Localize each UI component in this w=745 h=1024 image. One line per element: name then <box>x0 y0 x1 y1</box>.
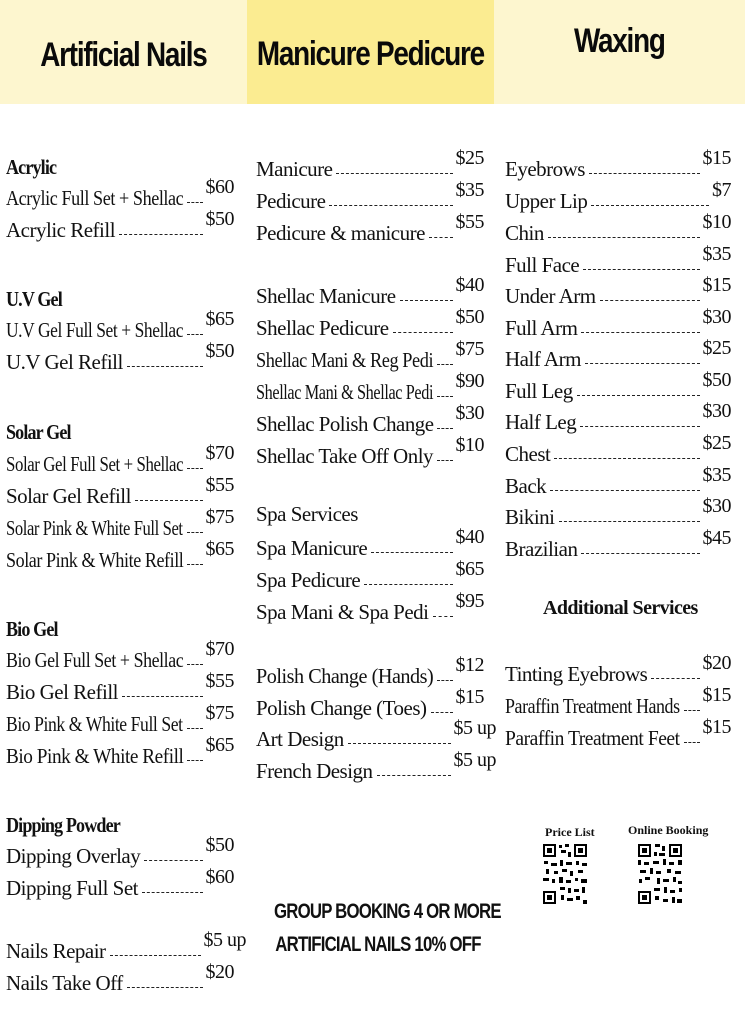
price-row: Nails Take Off $20 <box>6 961 234 995</box>
price-row: Chest $25 <box>505 432 731 466</box>
price-row: Shellac Pedicure $50 <box>256 306 484 340</box>
qr-label-online-booking: Online Booking <box>628 823 709 837</box>
price-row: Eyebrows $15 <box>505 147 731 181</box>
price-row: Pedicure & manicure $55 <box>256 211 484 245</box>
price-row: Bio Pink & White Full Set $75 <box>6 702 234 736</box>
price-row: U.V Gel Full Set + Shellac $65 <box>6 308 234 342</box>
price-row: Paraffin Treatment Feet $15 <box>505 716 731 750</box>
price-row: Paraffin Treatment Hands $15 <box>505 684 731 718</box>
price-row: Solar Pink & White Full Set $75 <box>6 506 234 540</box>
price-row: Half Arm $25 <box>505 337 731 371</box>
qr-label-price-list: Price List <box>545 825 595 839</box>
price-row: Back $35 <box>505 464 731 498</box>
price-row: Bikini $30 <box>505 495 731 529</box>
price-row: French Design $5 up <box>256 749 496 783</box>
promo-line-1: GROUP BOOKING 4 OR MORE <box>274 900 501 923</box>
header-artificial-nails: Artificial Nails <box>0 0 247 104</box>
section-title-acrylic: Acrylic <box>6 155 57 179</box>
price-row: Under Arm $15 <box>505 274 731 308</box>
price-row: Shellac Mani & Shellac Pedi $90 <box>256 370 484 404</box>
price-row: Upper Lip $7 <box>505 179 731 213</box>
price-row: Shellac Manicure $40 <box>256 274 484 308</box>
price-row: Brazilian $45 <box>505 527 731 561</box>
section-title-dipping-powder: Dipping Powder <box>6 813 120 837</box>
price-row: Full Arm $30 <box>505 306 731 340</box>
section-title-bio-gel: Bio Gel <box>6 617 58 641</box>
price-row: Nails Repair $5 up <box>6 929 246 963</box>
price-row: Solar Gel Refill $55 <box>6 474 234 508</box>
group-booking-promo <box>248 895 508 961</box>
price-row: Bio Pink & White Refill $65 <box>6 734 234 768</box>
price-row: Shellac Polish Change $30 <box>256 402 484 436</box>
promo-line-2: ARTIFICIAL NAILS 10% OFF <box>275 933 481 956</box>
price-row: Tinting Eyebrows $20 <box>505 652 731 686</box>
price-row: Spa Manicure $40 <box>256 526 484 560</box>
section-title-spa-services: Spa Services <box>256 502 358 526</box>
price-row: Dipping Full Set $60 <box>6 866 234 900</box>
section-title-solar-gel: Solar Gel <box>6 420 71 444</box>
price-row: Shellac Take Off Only $10 <box>256 434 484 468</box>
price-row: Acrylic Full Set + Shellac $60 <box>6 176 234 210</box>
price-row: Manicure $25 <box>256 147 484 181</box>
price-row: Spa Mani & Spa Pedi $95 <box>256 590 484 624</box>
price-row: U.V Gel Refill $50 <box>6 340 234 374</box>
price-row: Full Leg $50 <box>505 369 731 403</box>
price-row: Spa Pedicure $65 <box>256 558 484 592</box>
price-row: Dipping Overlay $50 <box>6 834 234 868</box>
price-row: Polish Change (Toes) $15 <box>256 686 484 720</box>
price-row: Solar Gel Full Set + Shellac $70 <box>6 442 234 476</box>
price-row: Full Face $35 <box>505 243 731 277</box>
price-row: Pedicure $35 <box>256 179 484 213</box>
price-row: Art Design $5 up <box>256 717 496 751</box>
online-booking-qr-code-icon[interactable] <box>637 843 683 905</box>
price-row: Polish Change (Hands) $12 <box>256 654 484 688</box>
price-row: Shellac Mani & Reg Pedi $75 <box>256 338 484 372</box>
header-manicure-pedicure: Manicure Pedicure <box>247 0 494 104</box>
price-row: Bio Gel Refill $55 <box>6 670 234 704</box>
price-list-qr-code-icon[interactable] <box>542 843 588 905</box>
section-title-uv-gel: U.V Gel <box>6 287 62 311</box>
section-title-additional-services: Additional Services <box>543 597 698 619</box>
price-row: Chin $10 <box>505 211 731 245</box>
price-row: Solar Pink & White Refill $65 <box>6 538 234 572</box>
price-row: Half Leg $30 <box>505 400 731 434</box>
price-row: Bio Gel Full Set + Shellac $70 <box>6 638 234 672</box>
header-bar <box>0 0 745 104</box>
price-row: Acrylic Refill $50 <box>6 208 234 242</box>
header-waxing: Waxing <box>494 0 745 104</box>
